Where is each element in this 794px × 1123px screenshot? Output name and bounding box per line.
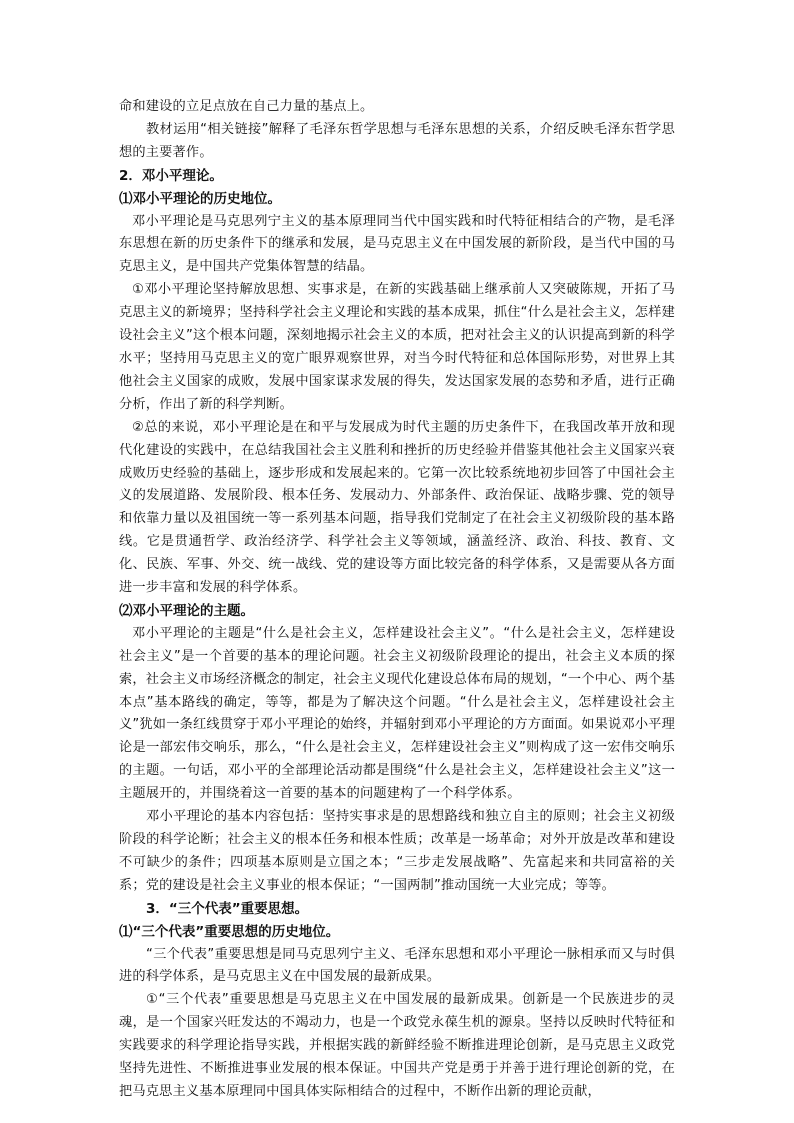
section-heading: ⑴邓小平理论的历史地位。 <box>119 190 281 207</box>
body-paragraph: 邓小平理论的主题是“什么是社会主义，怎样建设社会主义”。“什么是社会主义，怎样建设社会主义”是一个首要的基本的理论问题。社会主义初级阶段理论的提出，社会主义本质的探索，社会主义市场经济概念的制定，社会主义现代化建设总体布局的规划，“一个中心、两个基本点”基本路线的确定，等等，都是为了解决这个问题。“什么是社会主义，怎样建设社会主义”犹如一条红线贯穿于邓小平理论的始终，并辐射到邓小平理论的方方面面。如果说邓小平理论是一部宏伟交响乐，那么，“什么是社会主义，怎样建设社会主义”则构成了这一宏伟交响乐的主题。一句话，邓小平的全部理论活动都是围绕“什么是社会主义，怎样建设社会主义”这一主题展开的，并围绕着这一首要的基本的问题建构了一个科学体系。 <box>119 625 675 802</box>
section-heading: 3．“三个代表”重要思想。 <box>146 900 309 917</box>
body-paragraph: ①邓小平理论坚持解放思想、实事求是，在新的实践基础上继承前人又突破陈规，开拓了马克思主义的新境界；坚持科学社会主义理论和实践的基本成果，抓住“什么是社会主义，怎样建设社会主义”这个根本问题，深刻地揭示社会主义的本质，把对社会主义的认识提高到新的科学水平；坚持用马克思主义的宽广眼界观察世界，对当今时代特征和总体国际形势，对世界上其他社会主义国家的成败，发展中国家谋求发展的得失，发达国家发展的态势和矛盾，进行正确分析，作出了新的科学判断。 <box>119 282 675 412</box>
body-paragraph: 命和建设的立足点放在自己力量的基点上。 <box>119 99 374 114</box>
document-page <box>119 96 675 1104</box>
body-paragraph: 教材运用“相关链接”解释了毛泽东哲学思想与毛泽东思想的关系，介绍反映毛泽东哲学思想的主要著作。 <box>119 121 675 160</box>
body-paragraph: 邓小平理论的基本内容包括：坚持实事求是的思想路线和独立自主的原则；社会主义初级阶段的科学论断；社会主义的根本任务和根本性质；改革是一场革命；对外开放是改革和建设不可缺少的条件；四项基本原则是立国之本；“三步走发展战略”、先富起来和共同富裕的关系；党的建设是社会主义事业的根本保证；“一国两制”推动国统一大业完成；等等。 <box>119 809 675 893</box>
body-paragraph: “三个代表”重要思想是同马克思列宁主义、毛泽东思想和邓小平理论一脉相承而又与时俱进的科学体系，是马克思主义在中国发展的最新成果。 <box>119 946 675 985</box>
section-heading: 2．邓小平理论。 <box>119 167 223 184</box>
body-paragraph: 邓小平理论是马克思列宁主义的基本原理同当代中国实践和时代特征相结合的产物，是毛泽东思想在新的历史条件下的继承和发展，是马克思主义在中国发展的新阶段，是当代中国的马克思主义，是中国共产党集体智慧的结晶。 <box>119 213 675 275</box>
section-heading: ⑴“三个代表”重要思想的历史地位。 <box>119 923 340 940</box>
section-heading: ⑵邓小平理论的主题。 <box>119 602 254 619</box>
body-paragraph: ②总的来说，邓小平理论是在和平与发展成为时代主题的历史条件下，在我国改革开放和现代化建设的实践中，在总结我国社会主义胜利和挫折的历史经验并借鉴其他社会主义国家兴衰成败历史经验的基础上，逐步形成和发展起来的。它第一次比较系统地初步回答了中国社会主义的发展道路、发展阶段、根本任务、发展动力、外部条件、政治保证、战略步骤、党的领导和依靠力量以及祖国统一等一系列基本问题，指导我们党制定了在社会主义初级阶段的基本路线。它是贯通哲学、政治经济学、科学社会主义等领域，涵盖经济、政治、科技、教育、文化、民族、军事、外交、统一战线、党的建设等方面比较完备的科学体系，又是需要从各方面进一步丰富和发展的科学体系。 <box>119 419 675 596</box>
body-paragraph: ①“三个代表”重要思想是马克思主义在中国发展的最新成果。创新是一个民族进步的灵魂，是一个国家兴旺发达的不竭动力，也是一个政党永葆生机的源泉。坚持以反映时代特征和实践要求的科学理论指导实践，并根据实践的新鲜经验不断推进理论创新，是马克思主义政党坚持先进性、不断推进事业发展的根本保证。中国共产党是勇于并善于进行理论创新的党，在把马克思主义基本原理同中国具体实际相结合的过程中，不断作出新的理论贡献， <box>119 992 675 1099</box>
